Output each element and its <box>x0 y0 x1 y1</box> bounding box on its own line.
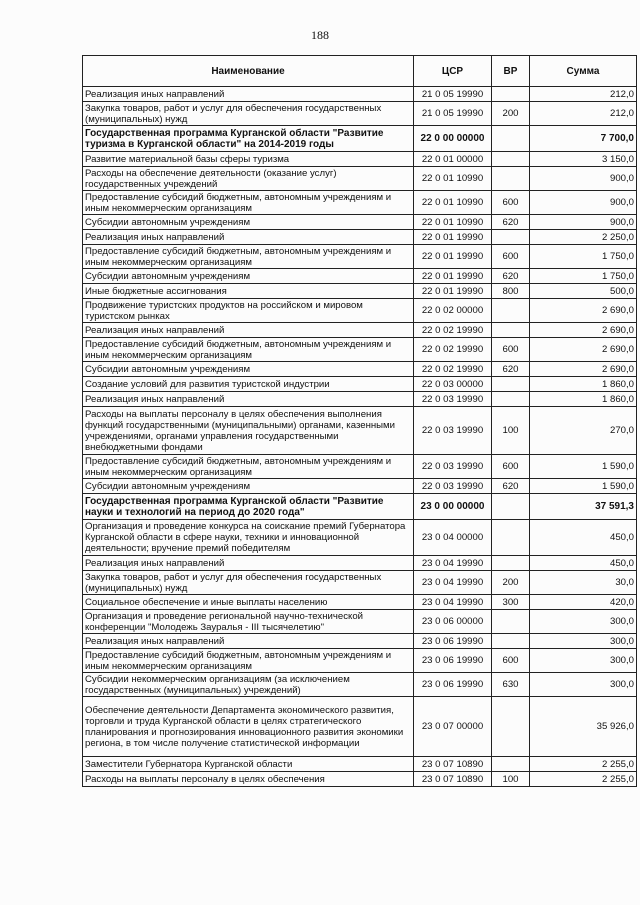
cell-name: Субсидии автономным учреждениям <box>83 479 414 494</box>
table-row <box>83 269 637 284</box>
cell-name: Предоставление субсидий бюджетным, автономным учреждениям и иным некоммерческим организациям <box>83 649 414 673</box>
budget-table <box>82 55 637 787</box>
cell-vr: 600 <box>492 649 530 673</box>
table-header-row <box>83 56 637 87</box>
cell-name: Предоставление субсидий бюджетным, автономным учреждениям и иным некоммерческим организациям <box>83 338 414 362</box>
table-row <box>83 167 637 191</box>
table-row <box>83 407 637 455</box>
cell-sum: 2 250,0 <box>530 230 637 245</box>
cell-name: Государственная программа Курганской области "Развитие науки и технологий на период до 2020 года" <box>83 494 414 520</box>
table-row <box>83 520 637 556</box>
table-row <box>83 649 637 673</box>
cell-vr: 100 <box>492 407 530 455</box>
cell-sum: 1 860,0 <box>530 377 637 392</box>
cell-name: Расходы на выплаты персоналу в целях обеспечения <box>83 772 414 787</box>
cell-sum: 2 255,0 <box>530 772 637 787</box>
table-body <box>83 87 637 787</box>
cell-vr <box>492 610 530 634</box>
cell-vr: 100 <box>492 772 530 787</box>
cell-vr: 600 <box>492 245 530 269</box>
cell-csr: 22 0 02 19990 <box>414 338 492 362</box>
cell-vr <box>492 520 530 556</box>
cell-csr: 22 0 01 19990 <box>414 230 492 245</box>
cell-name: Реализация иных направлений <box>83 556 414 571</box>
cell-name: Субсидии автономным учреждениям <box>83 215 414 230</box>
header-sum: Сумма <box>530 56 637 87</box>
cell-vr <box>492 634 530 649</box>
cell-sum: 900,0 <box>530 215 637 230</box>
header-csr: ЦСР <box>414 56 492 87</box>
cell-vr: 600 <box>492 455 530 479</box>
cell-vr: 200 <box>492 571 530 595</box>
cell-sum: 35 926,0 <box>530 697 637 757</box>
cell-vr <box>492 299 530 323</box>
cell-vr <box>492 556 530 571</box>
cell-name: Продвижение туристских продуктов на российском и мировом туристском рынках <box>83 299 414 323</box>
cell-name: Иные бюджетные ассигнования <box>83 284 414 299</box>
table-row <box>83 102 637 126</box>
table-row <box>83 697 637 757</box>
table-row <box>83 191 637 215</box>
cell-csr: 22 0 03 19990 <box>414 392 492 407</box>
cell-sum: 300,0 <box>530 649 637 673</box>
cell-csr: 23 0 07 00000 <box>414 697 492 757</box>
table-row <box>83 245 637 269</box>
cell-name: Предоставление субсидий бюджетным, автономным учреждениям и иным некоммерческим организациям <box>83 455 414 479</box>
cell-sum: 212,0 <box>530 102 637 126</box>
cell-csr: 21 0 05 19990 <box>414 102 492 126</box>
cell-csr: 22 0 01 19990 <box>414 269 492 284</box>
table-row <box>83 494 637 520</box>
cell-sum: 900,0 <box>530 167 637 191</box>
cell-sum: 3 150,0 <box>530 152 637 167</box>
cell-vr <box>492 87 530 102</box>
table-row <box>83 377 637 392</box>
table-row <box>83 772 637 787</box>
table-row <box>83 392 637 407</box>
cell-csr: 22 0 01 10990 <box>414 215 492 230</box>
cell-vr <box>492 377 530 392</box>
cell-name: Обеспечение деятельности Департамента экономического развития, торговли и труда Курганской области в целях стратегического планирования и прогнозирования инновационного развития экономики региона, в том числе получение статистической информации <box>83 697 414 757</box>
cell-name: Закупка товаров, работ и услуг для обеспечения государственных (муниципальных) нужд <box>83 571 414 595</box>
cell-csr: 23 0 00 00000 <box>414 494 492 520</box>
table-row <box>83 299 637 323</box>
table-row <box>83 455 637 479</box>
cell-vr: 300 <box>492 595 530 610</box>
cell-csr: 23 0 04 19990 <box>414 595 492 610</box>
cell-name: Субсидии некоммерческим организациям (за исключением государственных (муниципальных) учреждений) <box>83 673 414 697</box>
cell-vr <box>492 152 530 167</box>
cell-name: Реализация иных направлений <box>83 634 414 649</box>
table-row <box>83 571 637 595</box>
cell-sum: 1 750,0 <box>530 269 637 284</box>
cell-sum: 212,0 <box>530 87 637 102</box>
cell-name: Субсидии автономным учреждениям <box>83 362 414 377</box>
cell-vr <box>492 167 530 191</box>
cell-name: Заместители Губернатора Курганской области <box>83 757 414 772</box>
cell-csr: 22 0 02 19990 <box>414 362 492 377</box>
cell-csr: 23 0 07 10890 <box>414 757 492 772</box>
table-row <box>83 230 637 245</box>
cell-vr <box>492 230 530 245</box>
cell-sum: 1 590,0 <box>530 479 637 494</box>
cell-csr: 22 0 01 19990 <box>414 245 492 269</box>
cell-csr: 22 0 01 10990 <box>414 191 492 215</box>
cell-vr: 600 <box>492 191 530 215</box>
table-row <box>83 338 637 362</box>
cell-name: Субсидии автономным учреждениям <box>83 269 414 284</box>
cell-name: Организация и проведение региональной научно-технической конференции "Молодежь Зауралья - III тысячелетию" <box>83 610 414 634</box>
cell-name: Реализация иных направлений <box>83 230 414 245</box>
cell-vr: 620 <box>492 362 530 377</box>
cell-csr: 23 0 06 19990 <box>414 649 492 673</box>
cell-sum: 420,0 <box>530 595 637 610</box>
cell-name: Расходы на обеспечение деятельности (оказание услуг) государственных учреждений <box>83 167 414 191</box>
table-row <box>83 284 637 299</box>
cell-sum: 2 690,0 <box>530 338 637 362</box>
cell-csr: 23 0 06 19990 <box>414 634 492 649</box>
table-row <box>83 215 637 230</box>
cell-sum: 30,0 <box>530 571 637 595</box>
cell-csr: 23 0 04 19990 <box>414 571 492 595</box>
cell-name: Предоставление субсидий бюджетным, автономным учреждениям и иным некоммерческим организациям <box>83 191 414 215</box>
header-name: Наименование <box>83 56 414 87</box>
cell-name: Социальное обеспечение и иные выплаты населению <box>83 595 414 610</box>
cell-vr <box>492 757 530 772</box>
cell-sum: 450,0 <box>530 520 637 556</box>
cell-csr: 23 0 04 19990 <box>414 556 492 571</box>
cell-sum: 2 690,0 <box>530 323 637 338</box>
cell-vr: 800 <box>492 284 530 299</box>
cell-vr <box>492 697 530 757</box>
cell-name: Реализация иных направлений <box>83 87 414 102</box>
cell-name: Закупка товаров, работ и услуг для обеспечения государственных (муниципальных) нужд <box>83 102 414 126</box>
cell-name: Организация и проведение конкурса на соискание премий Губернатора Курганской области в сфере науки, техники и инновационной деятельности; вручение премий победителям <box>83 520 414 556</box>
cell-csr: 22 0 03 19990 <box>414 455 492 479</box>
cell-name: Реализация иных направлений <box>83 323 414 338</box>
table-row <box>83 479 637 494</box>
cell-csr: 22 0 02 19990 <box>414 323 492 338</box>
table-row <box>83 595 637 610</box>
cell-sum: 1 750,0 <box>530 245 637 269</box>
cell-sum: 2 255,0 <box>530 757 637 772</box>
cell-vr <box>492 323 530 338</box>
cell-csr: 22 0 01 00000 <box>414 152 492 167</box>
cell-vr <box>492 392 530 407</box>
cell-sum: 270,0 <box>530 407 637 455</box>
cell-sum: 7 700,0 <box>530 126 637 152</box>
cell-vr: 620 <box>492 269 530 284</box>
table-row <box>83 610 637 634</box>
cell-csr: 22 0 03 00000 <box>414 377 492 392</box>
cell-csr: 22 0 03 19990 <box>414 479 492 494</box>
cell-csr: 22 0 01 10990 <box>414 167 492 191</box>
cell-sum: 1 590,0 <box>530 455 637 479</box>
cell-sum: 300,0 <box>530 634 637 649</box>
cell-csr: 22 0 01 19990 <box>414 284 492 299</box>
cell-sum: 900,0 <box>530 191 637 215</box>
cell-csr: 22 0 02 00000 <box>414 299 492 323</box>
cell-sum: 2 690,0 <box>530 299 637 323</box>
table-row <box>83 673 637 697</box>
cell-name: Расходы на выплаты персоналу в целях обеспечения выполнения функций государственными (муниципальными) органами, казенными учреждениями, органами управления государственными внебюджетными фондами <box>83 407 414 455</box>
cell-csr: 23 0 07 10890 <box>414 772 492 787</box>
cell-vr <box>492 494 530 520</box>
table-row <box>83 634 637 649</box>
cell-sum: 2 690,0 <box>530 362 637 377</box>
cell-csr: 22 0 00 00000 <box>414 126 492 152</box>
cell-vr <box>492 126 530 152</box>
cell-csr: 23 0 06 19990 <box>414 673 492 697</box>
cell-vr: 600 <box>492 338 530 362</box>
table-row <box>83 362 637 377</box>
cell-name: Развитие материальной базы сферы туризма <box>83 152 414 167</box>
cell-sum: 450,0 <box>530 556 637 571</box>
table-row <box>83 556 637 571</box>
cell-sum: 37 591,3 <box>530 494 637 520</box>
cell-vr: 630 <box>492 673 530 697</box>
table-row <box>83 323 637 338</box>
cell-vr: 200 <box>492 102 530 126</box>
cell-csr: 23 0 06 00000 <box>414 610 492 634</box>
cell-name: Создание условий для развития туристской индустрии <box>83 377 414 392</box>
cell-csr: 23 0 04 00000 <box>414 520 492 556</box>
table-row <box>83 152 637 167</box>
table-row <box>83 757 637 772</box>
cell-csr: 21 0 05 19990 <box>414 87 492 102</box>
table-row <box>83 126 637 152</box>
cell-sum: 300,0 <box>530 673 637 697</box>
cell-vr: 620 <box>492 479 530 494</box>
cell-sum: 500,0 <box>530 284 637 299</box>
cell-sum: 300,0 <box>530 610 637 634</box>
cell-sum: 1 860,0 <box>530 392 637 407</box>
page-number: 188 <box>311 28 329 42</box>
header-vr: ВР <box>492 56 530 87</box>
table-row <box>83 87 637 102</box>
cell-csr: 22 0 03 19990 <box>414 407 492 455</box>
cell-name: Предоставление субсидий бюджетным, автономным учреждениям и иным некоммерческим организациям <box>83 245 414 269</box>
cell-vr: 620 <box>492 215 530 230</box>
cell-name: Государственная программа Курганской области "Развитие туризма в Курганской области" на 2014-2019 годы <box>83 126 414 152</box>
cell-name: Реализация иных направлений <box>83 392 414 407</box>
